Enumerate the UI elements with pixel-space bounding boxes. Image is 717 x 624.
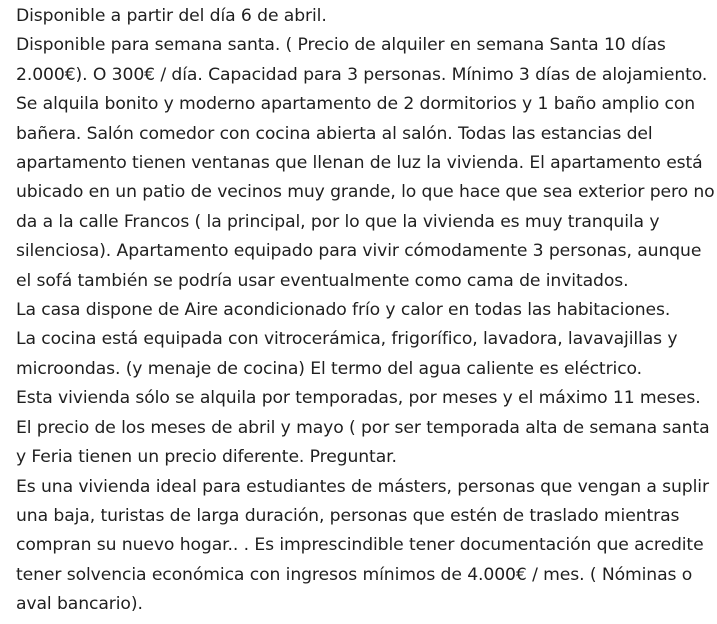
listing-description [16,2,716,620]
rental-terms-paragraph: Esta vivienda sólo se alquila por temporadas, por meses y el máximo 11 meses. [16,388,701,409]
availability-paragraph: Disponible a partir del día 6 de abril. [16,6,327,26]
april-may-pricing-paragraph: El precio de los meses de abril y mayo ( por ser temporada alta de semana santa y Feria tienen un precio diferente. Preguntar. [16,417,710,468]
air-conditioning-paragraph: La casa dispone de Aire acondicionado frío y calor en todas las habitaciones. [16,300,671,321]
easter-pricing-paragraph: Disponible para semana santa. ( Precio de alquiler en semana Santa 10 días 2.000€). O 300€ / día. Capacidad para 3 personas. Mínimo 3 días de alojamiento. Se alquila bonito y moderno apartamento de 2 dormitorios y 1 baño amplio con bañera. Salón comedor con cocina abierta al salón. Todas las estancias del apartamento tienen ventanas que llenan de luz la vivienda. El apartamento está ubicado en un patio de vecinos muy grande, lo que hace que sea exterior pero no da a la calle Francos ( la principal, por lo que la vivienda es muy tranquila y silenciosa). Apartamento equipado para vivir cómodamente 3 personas, aunque el sofá también se podría usar eventualmente como cama de invitados. [16,35,715,291]
ideal-tenants-paragraph: Es una vivienda ideal para estudiantes de másters, personas que vengan a suplir una baja, turistas de larga duración, personas que estén de traslado mientras compran su nuevo hogar.. . Es imprescindible tener documentación que acredite tener solvencia económica con ingresos mínimos de 4.000€ / mes. ( Nóminas o aval bancario). [16,476,709,615]
kitchen-paragraph: La cocina está equipada con vitrocerámica, frigorífico, lavadora, lavavajillas y microondas. (y menaje de cocina) El termo del agua caliente es eléctrico. [16,329,678,379]
